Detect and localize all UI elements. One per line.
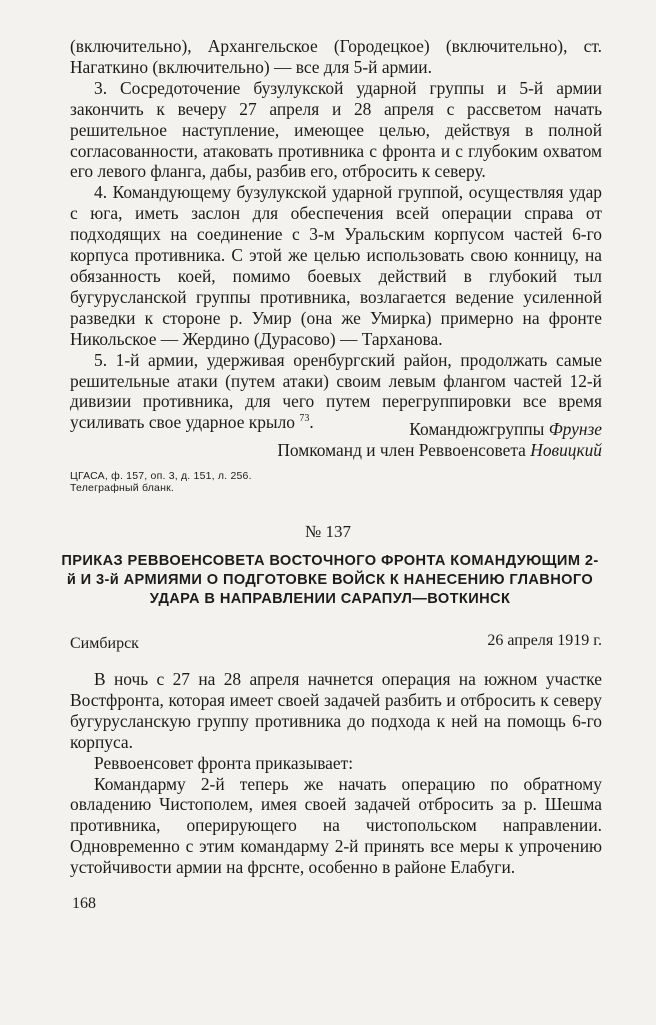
order-continuation [70, 36, 602, 433]
signature-line [409, 419, 602, 440]
document-number: № 137 [305, 522, 351, 541]
footnote-reference: 73 [299, 413, 310, 425]
paragraph: 5. 1-й армии, удерживая оренбургский район, продолжать самые решительные атаки (путем атаки) своим левым флангом частей 12-й дивизии противника, для чего путем перегруппировки все время усиливать свое ударное крыло $^{73}$. [70, 349, 602, 433]
paragraph-text: 5. 1-й армии, удерживая оренбургский район, продолжать самые решительные атаки (путем атаки) своим левым флангом частей 12-й дивизии противника, для чего путем перегруппировки все время усиливать свое ударное крыло [70, 349, 602, 433]
paragraph: 3. Сосредоточение бузулукской ударной группы и 5-й армии закончить к вечеру 27 апреля и 28 апреля с рассветом начать решительное наступление, имеющее целью, действуя в полной согласованности, атаковать противника с фронта и с глубоким охватом его левого фланга, дабы, разбив его, отбросить к северу. [70, 77, 602, 182]
place: Симбирск [70, 635, 139, 652]
signer-title: Командюжгруппы [409, 419, 545, 439]
paragraph: В ночь с 27 на 28 апреля начнется операция на южном участке Востфронта, которая имеет своей задачей разбить и отбросить к северу бугурусланскую группу противника до подхода к ней на помощь 6-го корпуса. [70, 669, 602, 752]
source-note: Телеграфный бланк. [70, 482, 174, 494]
paragraph: Реввоенсовет фронта приказывает: [94, 752, 354, 773]
document-title: ПРИКАЗ РЕВВОЕНСОВЕТА ВОСТОЧНОГО ФРОНТА КОМАНДУЮЩИМ 2-й И 3-й АРМИЯМИ О ПОДГОТОВКЕ ВОЙСК К НАНЕСЕНИЮ ГЛАВНОГО УДАРА В НАПРАВЛЕНИИ САРАПУЛ—ВОТКИНСК [61, 553, 599, 608]
archive-reference: ЦГАСА, ф. 157, оп. 3, д. 151, л. 256. [70, 470, 252, 482]
paragraph: 4. Командующему бузулукской ударной группой, осуществляя удар с юга, иметь заслон для обеспечения всей операции справа от подходящих на соединение с 3-м Уральским корпусом частей 6-го корпуса противника. С этой же целью использовать свою конницу, на обязанность коей, помимо боевых действий в глубокий тыл бугурусланской группы противника, возлагается ведение усиленной разведки к стороне р. Умир (она же Умирка) примерно на фронте Никольское — Жердино (Дурасово) — Тарханова. [70, 182, 602, 349]
signer-name: Новицкий [530, 440, 602, 460]
page-number: 168 [72, 895, 96, 912]
signer-title: Помкоманд и член Реввоенсовета [277, 440, 526, 460]
paragraph: Командарму 2-й теперь же начать операцию по обратному овладению Чистополем, имея своей задачей отбросить за р. Шешма противника, оперирующего на чистопольском направлении. Одновременно с этим командарму 2-й принять все меры к упрочению устойчивости армии на фрснте, особенно в районе Елабуги. [70, 773, 602, 878]
order-body [70, 669, 602, 878]
signer-name: Фрунзе [548, 419, 602, 439]
date: 26 апреля 1919 г. [487, 632, 602, 649]
paragraph: (включительно), Архангельское (Городецкое) (включительно), ст. Нагаткино (включительно) — все для 5-й армии. [70, 36, 602, 77]
signature-line [277, 440, 602, 461]
